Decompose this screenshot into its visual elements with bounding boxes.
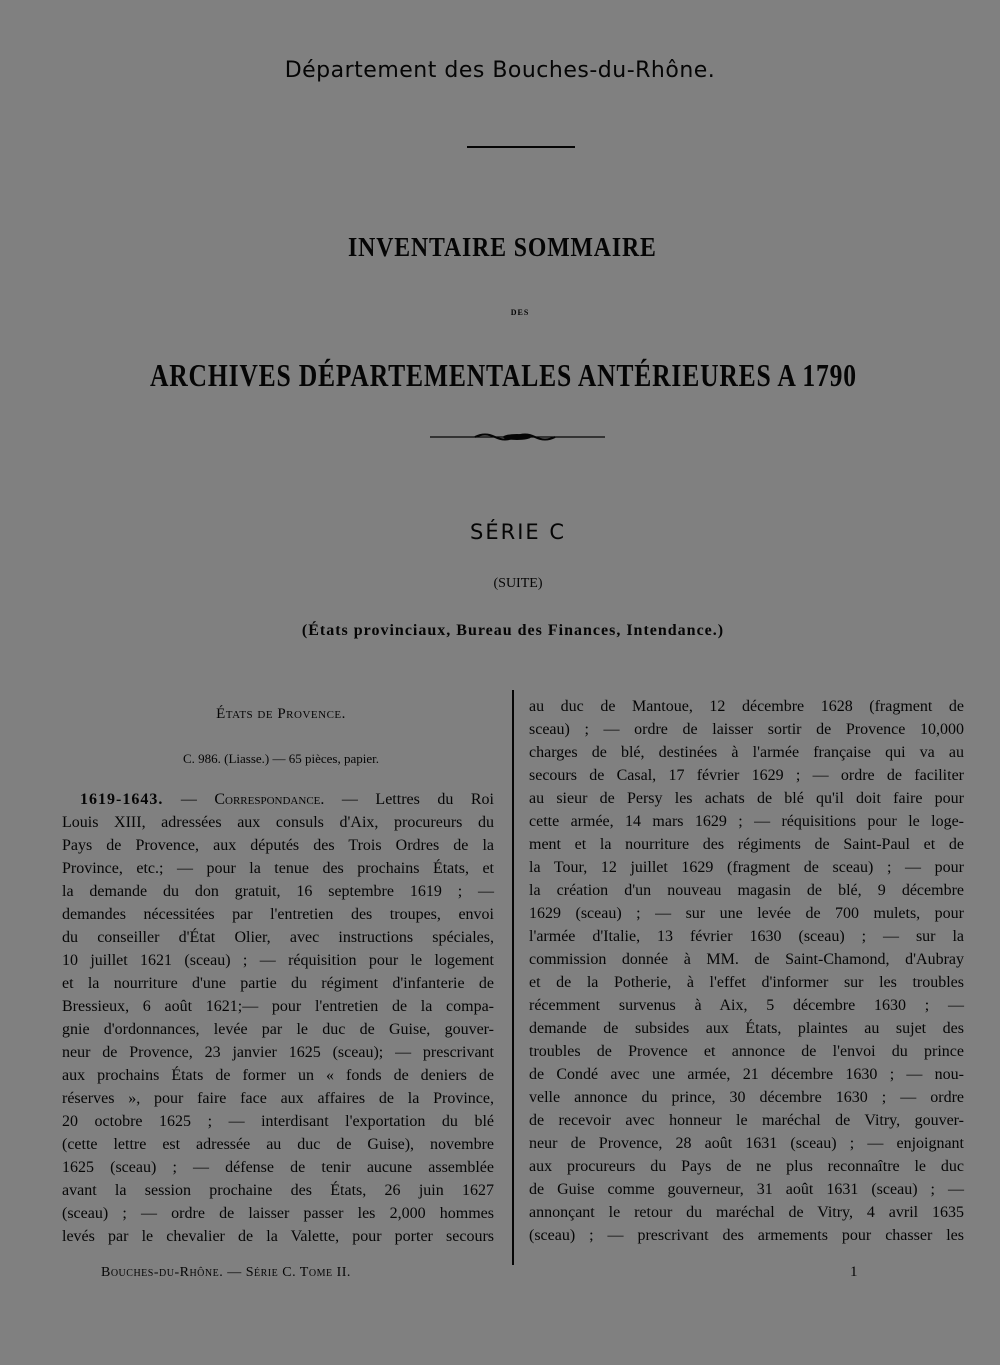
series-suite: (SUITE) — [493, 576, 543, 591]
left-column-line: 1625 (sceau) ; — défense de tenir aucune assemblée — [62, 1159, 494, 1176]
left-column-line: gnie d'ordonnances, levée par le duc de Guise, gouver- — [62, 1021, 494, 1038]
left-column-line: du conseiller d'État Olier, avec instructions spéciales, — [62, 929, 494, 946]
column-divider — [512, 690, 514, 1265]
entry-meta: C. 986. (Liasse.) — 65 pièces, papier. — [182, 751, 380, 766]
left-column-line: 20 octobre 1625 ; — interdisant l'exportation du blé — [62, 1113, 494, 1130]
left-column-line: demandes nécessitées par l'entretien des troupes, envoi — [62, 906, 494, 923]
left-column-line: Louis XIII, adressées aux consuls d'Aix, procureurs du — [62, 814, 494, 831]
right-column-line: (sceau) ; — prescrivant des armements pour chasser les — [529, 1227, 964, 1244]
left-column-line: Bressieux, 6 août 1621;— pour l'entretien de la compa- — [62, 998, 494, 1015]
right-column-line: récemment survenus à Aix, 5 décembre 1630 ; — — [529, 997, 964, 1014]
left-column-line: 10 juillet 1621 (sceau) ; — réquisition pour le logement — [62, 952, 494, 969]
right-column-line: de Condé avec une armée, 21 décembre 1630 ; — nou- — [529, 1066, 964, 1083]
right-column-line: aux procureurs du Pays de ne plus reconnaître le duc — [529, 1158, 964, 1175]
right-column-line: demande de subsides aux États, plaintes au sujet des — [529, 1020, 964, 1037]
right-column-line: troubles de Provence et annonce de l'envoi du prince — [529, 1043, 964, 1060]
right-column-line: au duc de Mantoue, 12 décembre 1628 (fragment de — [529, 698, 964, 715]
left-column-line: Province, etc.; — pour la tenue des prochains États, et — [62, 860, 494, 877]
left-column-line: avant la session prochaine des États, 26 juin 1627 — [62, 1182, 494, 1199]
title-archives: ARCHIVES DÉPARTEMENTALES ANTÉRIEURES A 1790 — [149, 357, 857, 393]
series-subtitle: (États provinciaux, Bureau des Finances, Intendance.) — [301, 622, 725, 639]
right-column-line: au sieur de Persy les achats de blé qu'il doit faire pour — [529, 790, 964, 807]
entry-subject: — Correspondance. — [180, 791, 325, 808]
right-column-line: commission donnée à MM. de Saint-Chamond, d'Aubray — [529, 951, 964, 968]
right-column-line: la Tour, 12 juillet 1629 (fragment de sceau) ; — pour — [529, 859, 964, 876]
right-column-line: cette armée, 14 mars 1629 ; — réquisitions pour le loge- — [529, 813, 964, 830]
left-column-line: la demande du don gratuit, 16 septembre 1619 ; — — [62, 883, 494, 900]
page-number: 1 — [850, 1264, 858, 1280]
right-column-line: ment et la nourriture des régiments de Saint-Paul et de — [529, 836, 964, 853]
left-column-line: (sceau) ; — ordre de laisser passer les 2,000 hommes — [62, 1205, 494, 1222]
footer-source: Bouches-du-Rhône. — Série C. Tome II. — [101, 1265, 351, 1280]
right-column-line: velle annonce du prince, 30 décembre 1630 ; — ordre — [529, 1089, 964, 1106]
series-title: SÉRIE C — [470, 520, 566, 544]
title-des: DES — [510, 308, 530, 317]
right-column-line: de Guise comme gouverneur, 31 août 1631 (sceau) ; — — [529, 1181, 964, 1198]
left-column-line: neur de Provence, 23 janvier 1625 (sceau); — prescrivant — [62, 1044, 494, 1061]
section-heading: États de Provence. — [216, 706, 346, 722]
left-column-line: levés par le chevalier de la Valette, pour porter secours — [62, 1228, 494, 1245]
top-rule — [467, 146, 575, 148]
left-column-line: et la nourriture d'une partie du régiment d'infanterie de — [62, 975, 494, 992]
right-column-line: secours de Casal, 17 février 1629 ; — ordre de faciliter — [529, 767, 964, 784]
entry-first-text: — Lettres du Roi — [324, 791, 494, 808]
left-column-line: Pays de Provence, aux députés des Trois Ordres de la — [62, 837, 494, 854]
right-column-line: et de la Potherie, à l'effet d'informer sur les troubles — [529, 974, 964, 991]
department-header: Département des Bouches-du-Rhône. — [284, 58, 716, 83]
right-column-line: neur de Provence, 28 août 1631 (sceau) ; — enjoignant — [529, 1135, 964, 1152]
right-column-line: la création d'un nouveau magasin de blé, 9 décembre — [529, 882, 964, 899]
right-column-line: annonçant le retour du maréchal de Vitry, 4 avril 1635 — [529, 1204, 964, 1221]
title-inventaire: INVENTAIRE SOMMAIRE — [348, 232, 657, 262]
entry-date: 1619-1643. — [80, 791, 164, 808]
right-column-line: l'armée d'Italie, 13 février 1630 (sceau) ; — sur la — [529, 928, 964, 945]
ornament-divider — [430, 430, 605, 444]
entry-first-line — [80, 790, 494, 810]
left-column-line: (cette lettre est adressée au duc de Guise), novembre — [62, 1136, 494, 1153]
right-column-line: sceau) ; — ordre de laisser sortir de Provence 10,000 — [529, 721, 964, 738]
right-column-line: 1629 (sceau) ; — sur une levée de 700 mulets, pour — [529, 905, 964, 922]
left-column-line: réserves », pour faire face aux affaires de la Province, — [62, 1090, 494, 1107]
right-column-line: charges de blé, destinées à l'armée française qui va au — [529, 744, 964, 761]
left-column-line: aux prochains États de former un « fonds de deniers de — [62, 1067, 494, 1084]
right-column-line: de recevoir avec honneur le maréchal de Vitry, gouver- — [529, 1112, 964, 1129]
